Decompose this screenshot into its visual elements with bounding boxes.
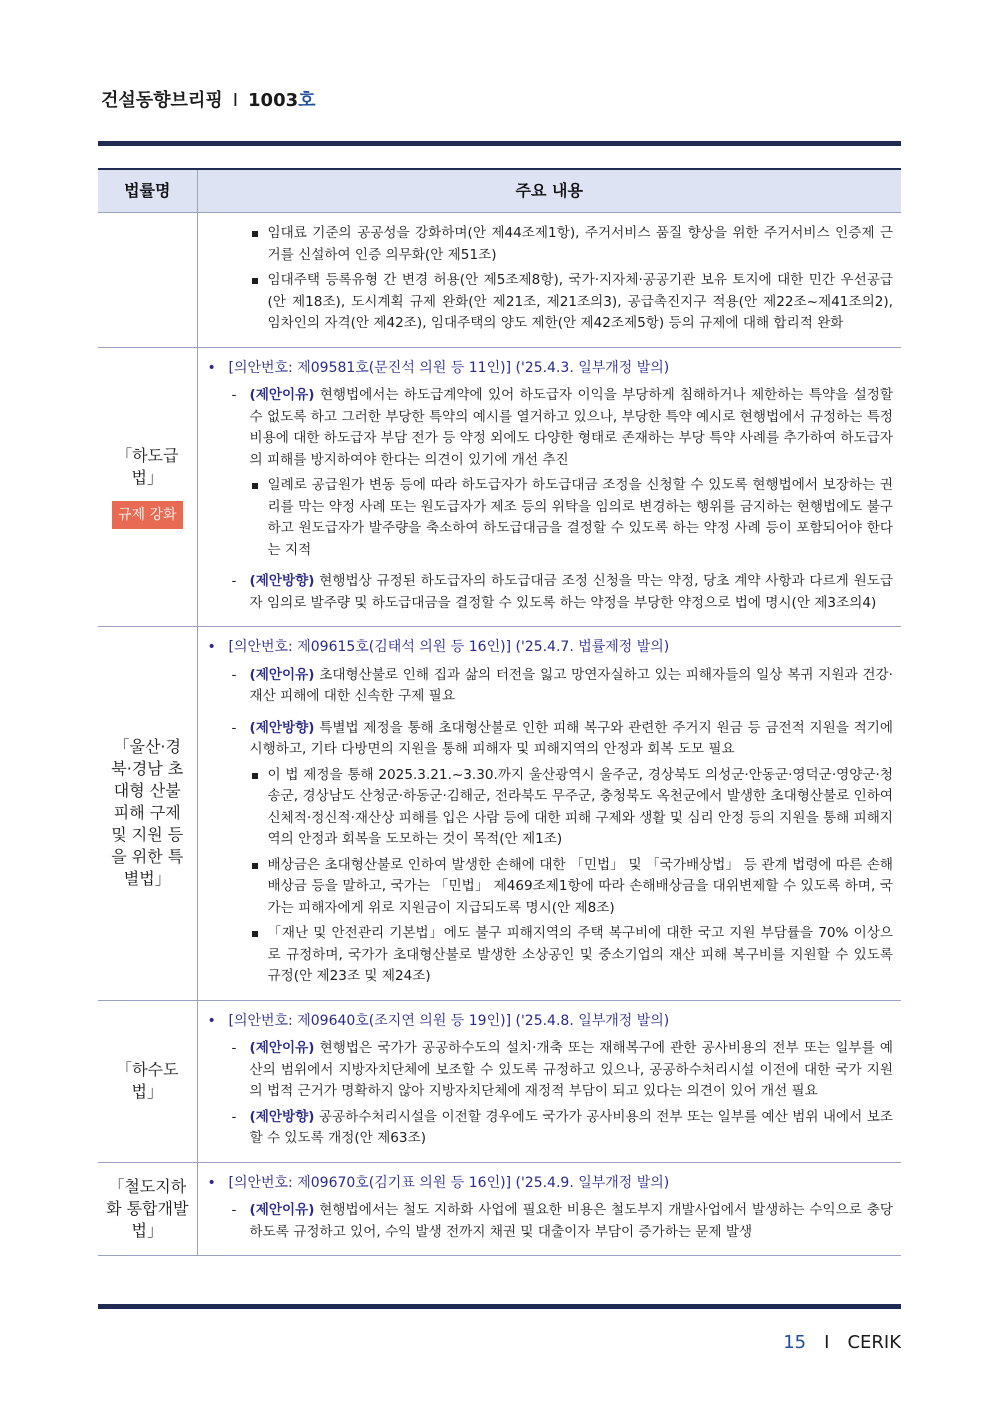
proposal-reason: - (제안이유) 현행법에서는 철도 지하화 사업에 필요한 비용은 철도부지 개발사업에서 발생하는 수익으로 충당하도록 규정하고 있어, 수익 발생 전까지 채권 및 대출이자 부담이 증가하는 문제 발생 xyxy=(231,1202,893,1240)
law-name: 「하수도법」 xyxy=(116,1060,179,1101)
column-header-law: 법률명 xyxy=(98,169,197,213)
law-name: 「철도지하화 통합개발법」 xyxy=(106,1176,189,1240)
bill-info: • [의안번호: 제09615호(김태석 의원 등 16인)] ('25.4.7. 법률제정 발의) xyxy=(206,637,894,659)
reason-text: 초대형산불로 인해 집과 삶의 터전을 잃고 망연자실하고 있는 피해자들의 일상 복귀 지원과 건강·재산 피해에 대한 신속한 구제 필요 xyxy=(249,666,893,704)
law-name: 「하도급법」 xyxy=(116,445,179,487)
proposal-direction: - (제안방향) 특별법 제정을 통해 초대형산불로 인한 피해 복구와 관련한 주거지 원금 등 금전적 지원을 적기에 시행하고, 기타 다방면의 지원을 통해 피해자 및 피해지역의 안정과 회복 도모 필요 xyxy=(231,719,893,757)
footer-separator: I xyxy=(824,1332,830,1353)
square-bullet: 일례로 공급원가 변동 등에 따라 하도급자가 하도급대금 조정을 신청할 수 있도록 현행법에서 보장하는 권리를 막는 약정 사례 또는 원도급자가 제조 등의 위탁을 임의로 변경하는 행위를 금지하는 현행법에도 불구하고 원도급자가 발주량을 축소하여 하도급대금을 결정할 수 있도록 하는 약정 사례 등이 포함되어야 한다는 지적 xyxy=(206,475,894,561)
regulation-badge: 규제 강화 xyxy=(112,501,183,529)
direction-label: (제안방향) xyxy=(249,573,315,589)
bill-info: • [의안번호: 제09640호(조지연 의원 등 19인)] ('25.4.8. 일부개정 발의) xyxy=(206,1011,894,1033)
square-bullet: 「재난 및 안전관리 기본법」에도 불구 피해지역의 주택 복구비에 대한 국고 지원 부담률을 70% 이상으로 규정하며, 국가가 초대형산불로 발생한 소상공인 및 중소기업의 재산 피해 복구비를 지원할 수 있도록 규정(안 제23조 및 제24조) xyxy=(206,923,894,988)
law-name: 「울산·경북·경남 초대형 산불 피해 구제 및 지원 등을 위한 특별법」 xyxy=(111,737,184,889)
content-cell xyxy=(197,213,901,348)
table-row xyxy=(98,347,901,627)
header-separator: I xyxy=(232,90,239,111)
page-header xyxy=(101,86,316,112)
square-bullet: 이 법 제정을 통해 2025.3.21.~3.30.까지 울산광역시 울주군, 경상북도 의성군·안동군·영덕군·영양군·청송군, 경상남도 산청군·하동군·김해군, 전라북도 무주군, 충청북도 옥천군에서 발생한 초대형산불로 인하여 신체적·정신적·재산상 피해를 입은 사람 등에 대한 피해 구제와 생활 및 심리 안정 등의 지원을 통해 피해지역의 안정과 회복을 도모하는 것이 목적(안 제1조) xyxy=(206,765,894,851)
content-cell xyxy=(197,1000,901,1162)
top-rule xyxy=(98,141,901,146)
direction-label: (제안방향) xyxy=(249,1108,315,1125)
reason-label: (제안이유) xyxy=(249,1040,315,1056)
square-bullet: 임대료 기준의 공공성을 강화하며(안 제44조제1항), 주거서비스 품질 향상을 위한 주거서비스 인증제 근거를 신설하여 인증 의무화(안 제51조) xyxy=(206,223,894,266)
bill-info: • [의안번호: 제09581호(문진석 의원 등 11인)] ('25.4.3. 일부개정 발의) xyxy=(206,358,894,380)
law-name-cell xyxy=(98,347,197,627)
direction-text: 공공하수처리시설을 이전할 경우에도 국가가 공사비용의 전부 또는 일부를 예산 범위 내에서 보조할 수 있도록 개정(안 제63조) xyxy=(249,1108,894,1146)
table-row xyxy=(98,213,901,348)
direction-text: 현행법상 규정된 하도급자의 하도급대금 조정 신청을 막는 약정, 당초 계약 사항과 다르게 원도급자 임의로 발주량 및 하도급대금을 결정할 수 있도록 하는 약정을 부당한 약정으로 법에 명시(안 제3조의4) xyxy=(249,573,893,611)
law-table xyxy=(98,168,901,1256)
table-row xyxy=(98,1162,901,1256)
proposal-direction: - (제안방향) 현행법상 규정된 하도급자의 하도급대금 조정 신청을 막는 약정, 당초 계약 사항과 다르게 원도급자 임의로 발주량 및 하도급대금을 결정할 수 있도록 하는 약정을 부당한 약정으로 법에 명시(안 제3조의4) xyxy=(231,573,893,611)
reason-label: (제안이유) xyxy=(249,666,315,683)
direction-text: 특별법 제정을 통해 초대형산불로 인한 피해 복구와 관련한 주거지 원금 등 금전적 지원을 적기에 시행하고, 기타 다방면의 지원을 통해 피해자 및 피해지역의 안정과 회복 도모 필요 xyxy=(249,719,893,757)
bill-info: • [의안번호: 제09670호(김기표 의원 등 16인)] ('25.4.9. 일부개정 발의) xyxy=(206,1173,894,1195)
page-footer xyxy=(783,1332,901,1353)
law-name-cell xyxy=(98,1000,197,1162)
table-header-row xyxy=(98,169,901,213)
column-header-content: 주요 내용 xyxy=(197,169,901,213)
law-name-cell xyxy=(98,1162,197,1256)
square-bullet: 임대주택 등록유형 간 변경 허용(안 제5조제8항), 국가·지자체·공공기관 보유 토지에 대한 민간 우선공급(안 제18조), 도시계획 규제 완화(안 제21조, 제21조의3), 공급촉진지구 적용(안 제22조~제41조의2), 임차인의 자격(안 제42조), 임대주택의 양도 제한(안 제42조제5항) 등의 규제에 대해 합리적 완화 xyxy=(206,270,894,335)
header-title: 건설동향브리핑 xyxy=(101,90,223,111)
reason-label: (제안이유) xyxy=(249,387,315,403)
proposal-reason: - (제안이유) 초대형산불로 인해 집과 삶의 터전을 잃고 망연자실하고 있는 피해자들의 일상 복귀 지원과 건강·재산 피해에 대한 신속한 구제 필요 xyxy=(231,666,893,704)
bottom-rule xyxy=(98,1304,901,1309)
issue-number: 1003 xyxy=(248,90,299,111)
law-name-cell xyxy=(98,627,197,1001)
table-row xyxy=(98,1000,901,1162)
direction-label: (제안방향) xyxy=(249,719,315,736)
proposal-reason: - (제안이유) 현행법은 국가가 공공하수도의 설치·개축 또는 재해복구에 관한 공사비용의 전부 또는 일부를 예산의 범위에서 지방자치단체에 보조할 수 있도록 규정하고 있으나, 공공하수처리시설 이전에 대한 국가 지원의 법적 근거가 명확하지 않아 지방자치단체에 재정적 부담이 되고 있다는 의견이 있어 개선 필요 xyxy=(231,1040,894,1099)
reason-label: (제안이유) xyxy=(249,1202,315,1218)
table-row xyxy=(98,627,901,1001)
reason-text: 현행법에서는 철도 지하화 사업에 필요한 비용은 철도부지 개발사업에서 발생하는 수익으로 충당하도록 규정하고 있어, 수익 발생 전까지 채권 및 대출이자 부담이 증가하는 문제 발생 xyxy=(249,1202,893,1240)
footer-brand: CERIK xyxy=(847,1332,901,1353)
law-name-cell xyxy=(98,213,197,348)
content-cell xyxy=(197,347,901,627)
reason-text: 현행법은 국가가 공공하수도의 설치·개축 또는 재해복구에 관한 공사비용의 전부 또는 일부를 예산의 범위에서 지방자치단체에 보조할 수 있도록 규정하고 있으나, 공공하수처리시설 이전에 대한 국가 지원의 법적 근거가 명확하지 않아 지방자치단체에 재정적 부담이 되고 있다는 의견이 있어 개선 필요 xyxy=(249,1040,894,1099)
page-number: 15 xyxy=(783,1332,807,1353)
issue-suffix: 호 xyxy=(298,90,316,111)
square-bullet: 배상금은 초대형산불로 인하여 발생한 손해에 대한 「민법」 및 「국가배상법」 등 관계 법령에 따른 손해배상금 등을 말하고, 국가는 「민법」 제469조제1항에 따라 손해배상금을 대위변제할 수 있도록 하며, 국가는 피해자에게 위로 지원금이 지급되도록 명시(안 제8조) xyxy=(206,855,894,920)
content-cell xyxy=(197,1162,901,1256)
reason-text: 현행법에서는 하도급계약에 있어 하도급자 이익을 부당하게 침해하거나 제한하는 특약을 설정할 수 없도록 하고 그러한 부당한 특약의 예시를 열거하고 있으나, 부당한 특약 예시로 현행법에서 규정하는 특정 비용에 대한 하도급자 부담 전가 등 약정 외에도 다양한 형태로 존재하는 부당 특약 사례를 추가하여 하도급자의 피해를 방지하여야 한다는 의견이 있기에 개선 추진 xyxy=(249,387,893,468)
proposal-direction: - (제안방향) 공공하수처리시설을 이전할 경우에도 국가가 공사비용의 전부 또는 일부를 예산 범위 내에서 보조할 수 있도록 개정(안 제63조) xyxy=(231,1108,894,1146)
content-cell xyxy=(197,627,901,1001)
proposal-reason: - (제안이유) 현행법에서는 하도급계약에 있어 하도급자 이익을 부당하게 침해하거나 제한하는 특약을 설정할 수 없도록 하고 그러한 부당한 특약의 예시를 열거하고 있으나, 부당한 특약 예시로 현행법에서 규정하는 특정 비용에 대한 하도급자 부담 전가 등 약정 외에도 다양한 형태로 존재하는 부당 특약 사례를 추가하여 하도급자의 피해를 방지하여야 한다는 의견이 있기에 개선 추진 xyxy=(231,387,893,468)
